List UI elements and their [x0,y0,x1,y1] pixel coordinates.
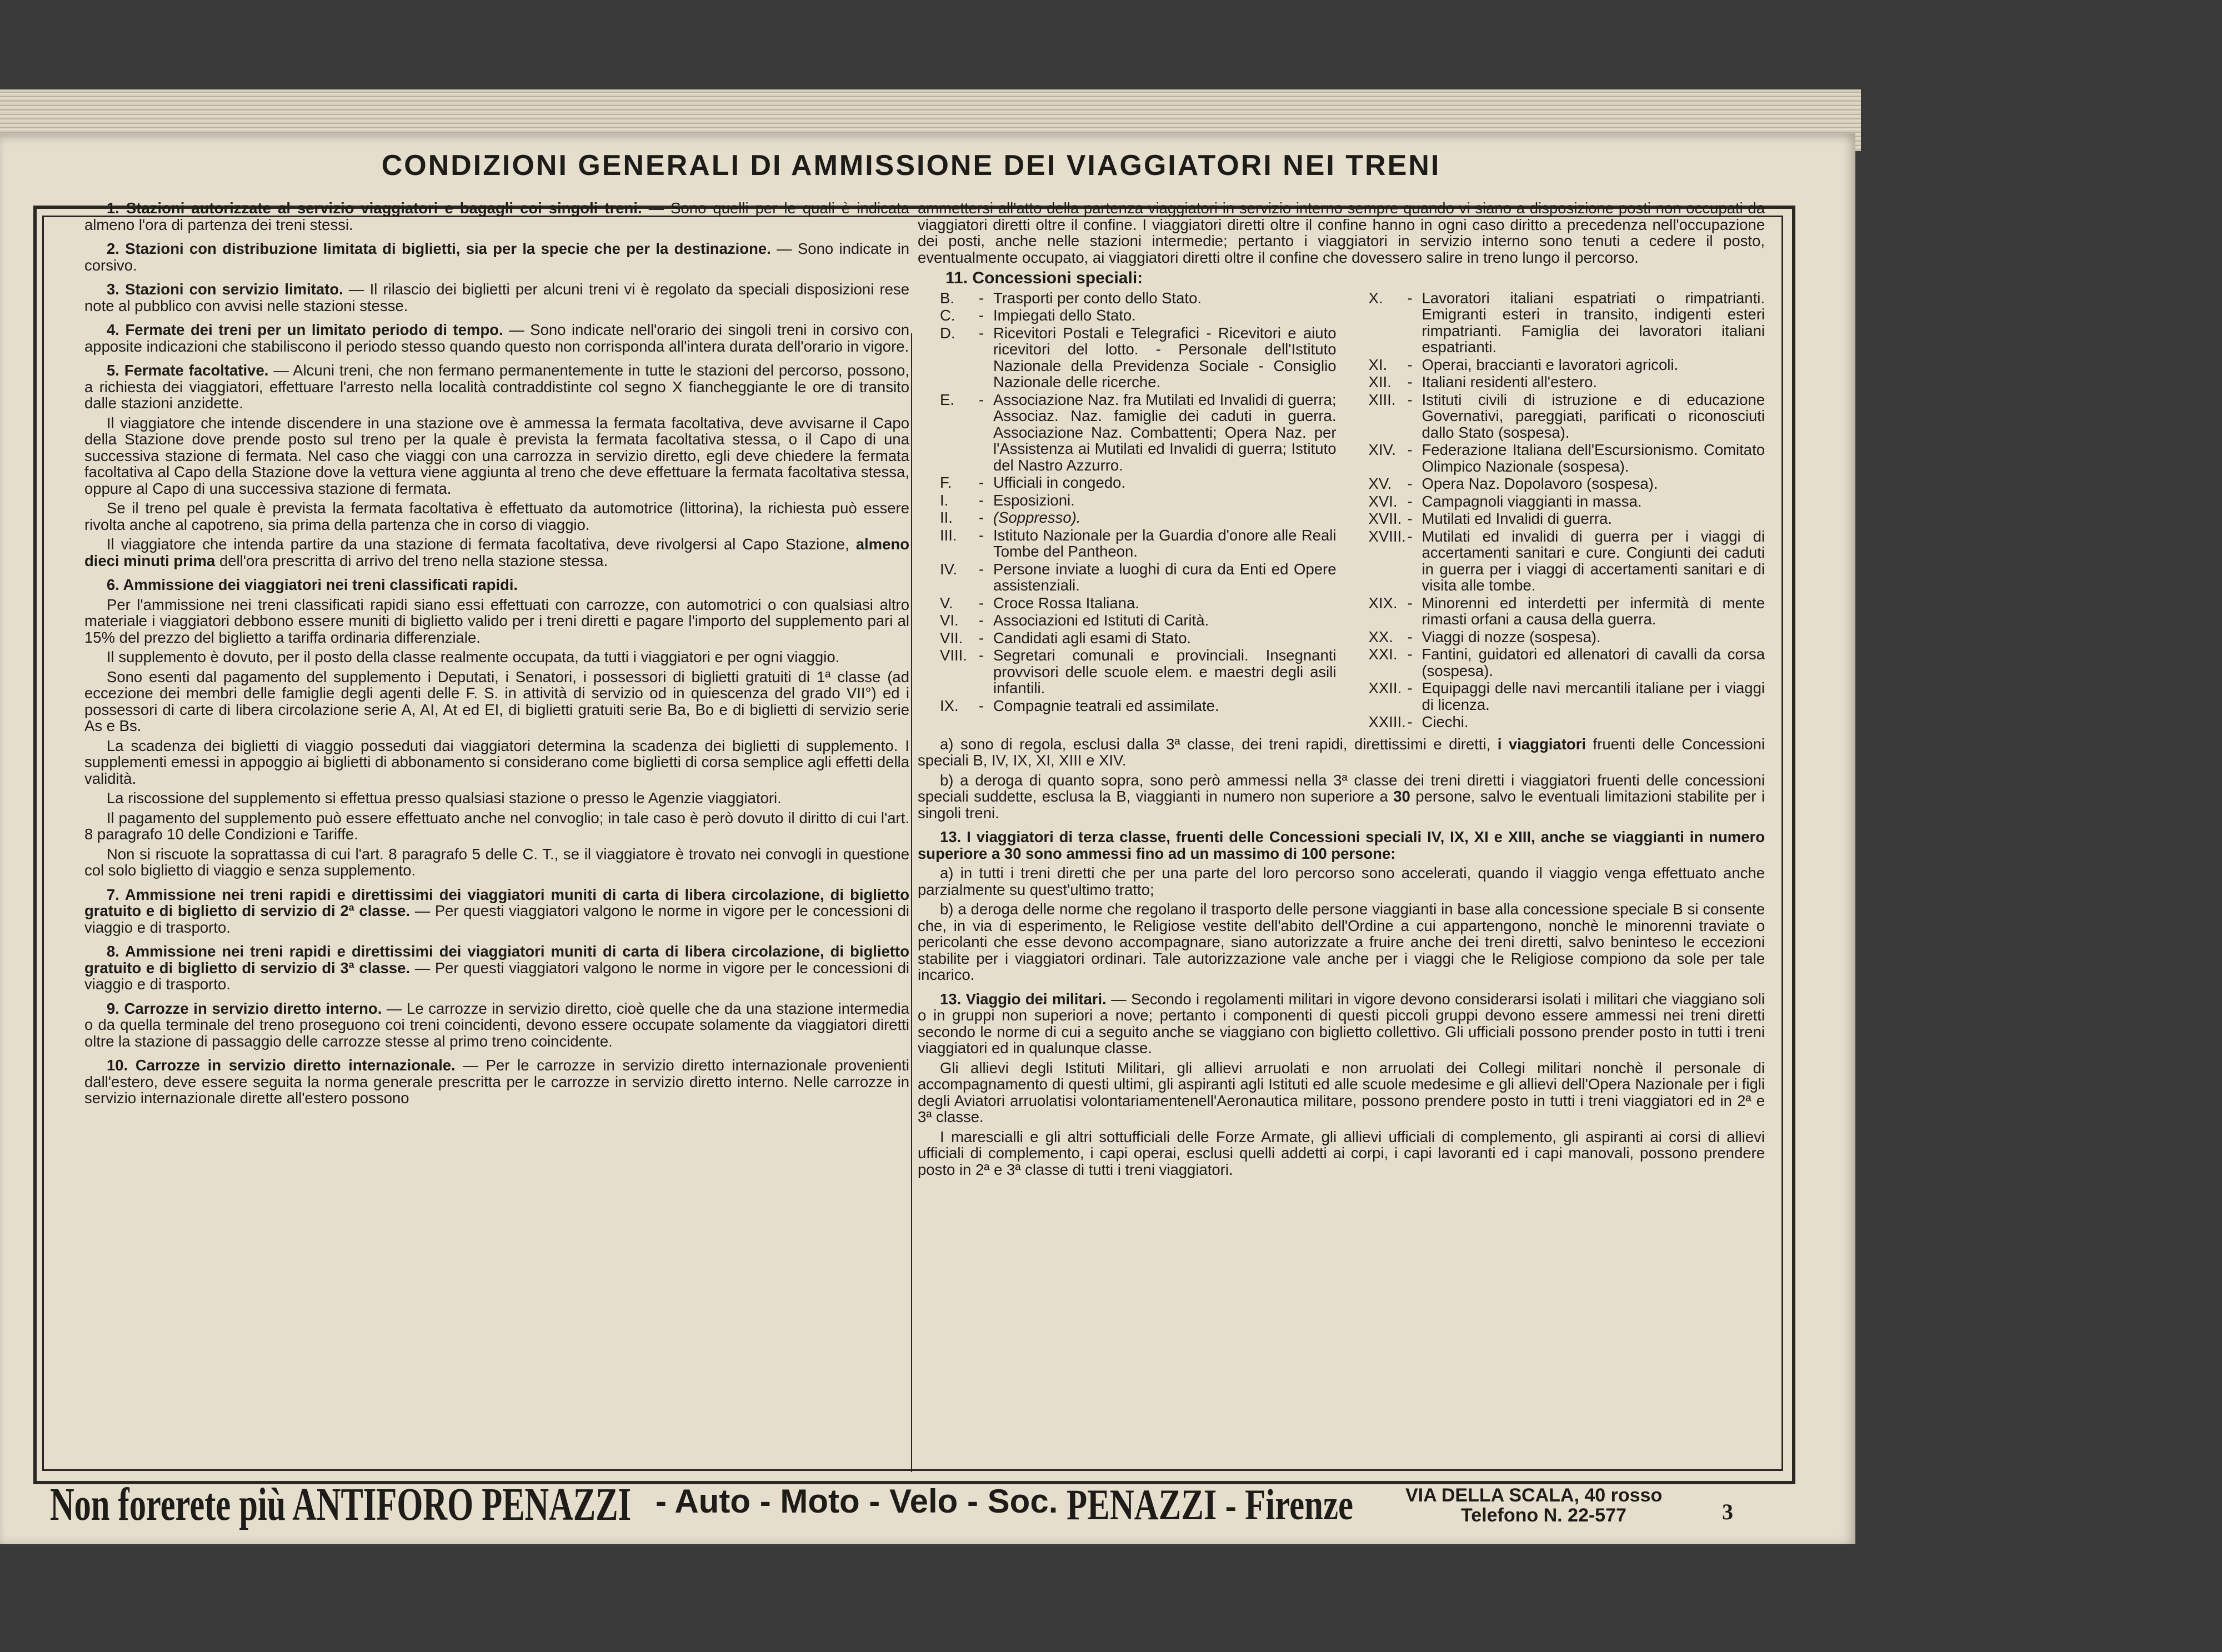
text-run: persone, salvo le eventuali limitazioni stabilite per i singoli treni. [918,788,1765,822]
concession-item: C. - Impiegati dello Stato. [918,307,1337,324]
concession-item: XXIII. - Ciechi. [1347,714,1765,730]
concession-text: Trasporti per conto dello Stato. [993,289,1202,307]
section-8 [84,943,909,993]
concession-code: XXII. [1368,679,1402,697]
concessions-heading: 11. Concessioni speciali: [945,269,1143,287]
section-5-paragraph: Se il treno pel quale è prevista la fermata facoltativa è effettuato da automotrice (littorina), la richiesta può essere rivolta anche al capotreno, sia prima della partenza che in corso di viaggio. [84,499,909,533]
concession-code: III. [940,526,957,544]
concession-code: XXIII. [1368,713,1406,730]
concession-text: Italiani residenti all'estero. [1422,373,1598,391]
section-6-paragraph: La riscossione del supplemento si effettua presso qualsiasi stazione o presso le Agenzie viaggiatori. [107,789,782,807]
ad-vehicles: - Auto - Moto - Velo - Soc. [655,1483,1058,1520]
concession-item: I. - Esposizioni. [918,492,1337,509]
text-run-bold: 30 [1393,788,1410,805]
concession-code: VII. [940,629,963,647]
text-run: dell'ora prescritta di arrivo del treno nella stazione stessa. [215,552,608,569]
concession-text: Operai, braccianti e lavoratori agricoli. [1422,356,1679,373]
concession-text: Segretari comunali e provinciali. Insegnanti provvisori delle scuole elem. e maestri degli asili infantili. [993,647,1337,697]
concession-text: Minorenni ed interdetti per infermità di mente rimasti orfani a causa della guerra. [1422,594,1765,628]
concession-item: F. - Ufficiali in congedo. [918,474,1337,491]
section-6-paragraph: Per l'ammissione nei treni classificati rapidi siano essi effettuati con carrozze, con automotrici o con qualsiasi altro materiale i viaggiatori debbono essere muniti di biglietto valido per i treni diretti e pagare l'importo del supplemento pari al 15% del prezzo del biglietto a tariffa ordinaria differenziale. [84,595,909,646]
concession-code: XIII. [1368,391,1396,408]
section-heading: 5. Fermate facoltative. [107,362,269,379]
concession-text: Opera Naz. Dopolavoro (sospesa). [1422,475,1658,492]
section-text: — Per questi viaggiatori valgono le norme in vigore per le concessioni di viaggio e di trasporto. [84,959,909,993]
concession-text: (Soppresso). [993,509,1081,526]
concession-code: XVIII. [1368,527,1406,545]
concession-code: XIV. [1368,441,1396,458]
section-1 [84,200,909,233]
concession-code: B. [940,289,954,307]
section-13-military [918,991,1765,1057]
section-text: — Secondo i regolamenti militari in vigore devono considerarsi isolati i militari che viaggiano soli o in gruppi non superiori a nove; pertanto i componenti di questi piccoli gruppi devono essere ammessi nei treni diretti secondo le norme di cui a seguito anche se viaggiano con biglietto collettivo. Gli ufficiali possono prender posto in tutti i treni viaggiatori ed in qualunque classe. [918,990,1765,1057]
concession-item: IX. - Compagnie teatrali ed assimilate. [918,698,1337,714]
text-run-bold: almeno dieci minuti prima [84,535,909,569]
section-13-military-paragraph: Gli allievi degli Istituti Militari, gli allievi arruolati e non arruolati dei Collegi militari nonchè il personale di accompagnamento di questi ultimi, gli aspiranti agli Istituti ed alle scuole medesime e gli allievi dell'Opera Nazionale per i figli degli Aviatori arruolatisi volontariamentenell'Aeronautica militare, possono prendere posto in tutti i treni viaggiatori ed in 2ª e 3ª classe. [918,1059,1765,1125]
concession-text: Esposizioni. [993,491,1075,509]
section-13-item-b: b) a deroga delle norme che regolano il trasporto delle persone viaggianti in base alla concessione speciale B si consente che, in via di esperimento, le Religiose vestite dell'abito dell'Ordine a cui appartengono, nonchè le minorenni traviate o pericolanti che esse devono accompagnare, siano autorizzate a fruire anche dei treni diretti, salvo beninteso le eccezioni stabilite per i viaggiatori ordinari. Tale autorizzazione vale anche per i viaggi che le Religiose compiono da sole per tale incarico. [918,900,1765,983]
concession-code: I. [940,491,949,509]
section-heading: 3. Stazioni con servizio limitato. [107,281,343,298]
concession-item: IV. - Persone inviate a luoghi di cura da Enti ed Opere assistenziali. [918,561,1337,594]
section-heading: 6. Ammissione dei viaggiatori nei treni classificati rapidi. [107,576,518,593]
concession-code: XV. [1368,475,1392,492]
concession-item: XVI. - Campagnoli viaggianti in massa. [1347,493,1765,510]
text-run: fruenti delle Concessioni speciali B, IV, IX, XI, XIII e XIV. [918,735,1765,769]
concession-text: Ricevitori Postali e Telegrafici - Ricevitori e aiuto ricevitori del lotto. - Personale dell'Istituto Nazionale della Previdenza Sociale - Consiglio Nazionale delle ricerche. [993,324,1337,391]
concession-item: XXI. - Fantini, guidatori ed allenatori di cavalli da corsa (sospesa). [1347,646,1765,679]
concession-item: B. - Trasporti per conto dello Stato. [918,290,1337,307]
concession-text: Compagnie teatrali ed assimilate. [993,697,1219,714]
footer-advertisement [50,1478,1794,1539]
section-7 [84,887,909,936]
concession-code: E. [940,391,954,408]
concession-text: Fantini, guidatori ed allenatori di cavalli da corsa (sospesa). [1422,645,1765,679]
ad-phone: Telefono N. 22-577 [1461,1505,1627,1526]
concession-code: VI. [940,612,959,629]
concession-code: II. [940,509,953,526]
concession-text: Associazione Naz. fra Mutilati ed Invalidi di guerra; Associaz. Naz. famiglie dei caduti in guerra. Associazione Naz. Combattenti; Opera Naz. per l'Assistenza ai Mutilati ed Invalidi di guerra; Istituto del Nastro Azzurro. [993,391,1337,474]
right-column [918,200,1765,1181]
concession-item: XX. - Viaggi di nozze (sospesa). [1347,629,1765,645]
section-heading: 10. Carrozze in servizio diretto internazionale. [107,1057,456,1074]
note-a [918,736,1765,769]
concession-code: C. [940,307,955,324]
concession-item: VIII. - Segretari comunali e provinciali. Insegnanti provvisori delle scuole elem. e maestri degli asili infantili. [918,647,1337,697]
section-4 [84,322,909,354]
page-number: 3 [1722,1499,1733,1524]
section-6-paragraph: Non si riscuote la soprattassa di cui l'art. 8 paragrafo 5 delle C. T., se il viaggiatore è trovato nei convogli in questione col solo biglietto di viaggio e senza supplemento. [84,845,909,879]
ad-address: VIA DELLA SCALA, 40 rosso [1405,1485,1663,1506]
text-run: a) sono di regola, esclusi dalla 3ª classe, dei treni rapidi, direttissimi e diretti, [940,735,1498,753]
section-13-military-paragraph: I marescialli e gli altri sottufficiali delle Forze Armate, gli allievi ufficiali di complemento, gli aspiranti ai corsi di allievi ufficiali di complemento, i capi operai, esclusi quelli addetti ai corpi, i capi lavoranti ed i capi manovali, possono prendere posto in 2ª e 3ª classe di tutti i treni viaggiatori. [918,1128,1765,1178]
concession-text: Equipaggi delle navi mercantili italiane per i viaggi di licenza. [1422,679,1765,713]
concession-text: Persone inviate a luoghi di cura da Enti ed Opere assistenziali. [993,560,1337,594]
concession-code: V. [940,594,953,612]
section-5 [84,362,909,412]
concession-item: VI. - Associazioni ed Istituti di Carità. [918,612,1337,629]
section-text: — Sono quelli per le quali è indicata almeno l'ora di partenza dei treni stessi. [84,199,909,233]
concession-item: II. - (Soppresso). [918,509,1337,526]
concession-text: Associazioni ed Istituti di Carità. [993,612,1209,629]
left-column [84,200,909,1114]
section-3 [84,281,909,314]
concession-item: V. - Croce Rossa Italiana. [918,595,1337,612]
section-text: — Le carrozze in servizio diretto, cioè quelle che da una stazione intermedia o da quella terminale del treno proseguono coi treni coincidenti, devono essere occupate solamente da viaggiatori diretti oltre la stazione di passaggio delle carrozze stesse al primo treno coincidente. [84,999,910,1050]
text-run: Il viaggiatore che intenda partire da una stazione di fermata facoltativa, deve rivolgersi al Capo Stazione, [107,535,856,553]
concession-code: IX. [940,697,959,714]
section-text: — Alcuni treni, che non fermano permanentemente in tutte le stazioni del percorso, possono, a richiesta dei viaggiatori, effettuare l'arresto nella località contraddistinte col segno X fiancheggiante le ore di transito dalle stazioni anzidette. [84,362,909,412]
ad-address-block [1405,1485,1662,1525]
section-heading: 2. Stazioni con distribuzione limitata di biglietti, sia per la specie che per la destinazione. [107,240,771,257]
concession-code: XX. [1368,628,1393,645]
section-text: — Per questi viaggiatori valgono le norme in vigore per le concessioni di viaggio e di trasporto. [84,902,909,936]
concession-text: Ciechi. [1422,713,1469,730]
concession-item: XVIII. - Mutilati ed invalidi di guerra per i viaggi di accertamenti sanitari e cure. Congiunti dei caduti in guerra per i viaggi di accertamenti sanitari e di visita alle tombe. [1347,528,1765,594]
section-6 [84,577,909,593]
concession-code: X. [1368,289,1383,307]
concession-text: Ufficiali in congedo. [993,474,1125,491]
section-6-paragraph: La scadenza dei biglietti di viaggio posseduti dai viaggiatori determina la scadenza dei biglietti di supplemento. I supplementi emessi in appoggio ai biglietti di abbonamento si considerano come biglietti di corsa semplice agli effetti della validità. [84,737,909,787]
section-heading: 4. Fermate dei treni per un limitato periodo di tempo. [107,321,503,338]
concession-code: XIX. [1368,594,1398,612]
text-run-bold: i viaggiatori [1497,735,1586,753]
section-9 [84,1000,909,1050]
concession-item: XIV. - Federazione Italiana dell'Escursionismo. Comitato Olimpico Nazionale (sospesa). [1347,442,1765,474]
section-heading: 1. Stazioni autorizzate al servizio viaggiatori e bagagli coi singoli treni. [107,199,642,217]
section-text: — Sono indicate in corsivo. [84,240,909,274]
section-2 [84,241,909,273]
section-6-paragraph: Sono esenti dal pagamento del supplemento i Deputati, i Senatori, i possessori di biglietti gratuiti di 1ª classe (ad eccezione dei membri delle famiglie degli agenti delle F. S. in attività di servizio od in quiescenza del grado VII°) ed i possessori di carte di libera circolazione serie A, AI, At ed EI, di biglietti gratuiti serie Ba, Bo e di biglietti di servizio serie As e Bs. [84,668,909,734]
concession-code: VIII. [940,647,967,664]
section-10 [84,1057,909,1107]
section-5-paragraph [84,536,909,569]
concession-text: Croce Rossa Italiana. [993,594,1139,612]
concession-item: XIX. - Minorenni ed interdetti per infermità di mente rimasti orfani a causa della guerra. [1347,595,1765,628]
concession-code: XII. [1368,373,1392,391]
note-b [918,772,1765,822]
concession-text: Impiegati dello Stato. [993,307,1136,324]
concessions-list-right [1347,290,1765,732]
concession-code: XVII. [1368,510,1402,527]
page-title: CONDIZIONI GENERALI DI AMMISSIONE DEI VIAGGIATORI NEI TRENI [381,149,1441,182]
concession-item: VII. - Candidati agli esami di Stato. [918,630,1337,647]
concession-text: Mutilati ed invalidi di guerra per i viaggi di accertamenti sanitari e cure. Congiunti dei caduti in guerra per i viaggi di accertamenti sanitari e di visita alle tombe. [1422,527,1765,594]
section-text: — Sono indicate nell'orario dei singoli treni in corsivo con apposite indicazioni che stabiliscono il periodo stesso quando questo non corrisponda all'intera durata dell'orario in vigore. [84,321,909,355]
column-divider [911,333,912,1472]
concession-item: E. - Associazione Naz. fra Mutilati ed Invalidi di guerra; Associaz. Naz. famiglie dei caduti in guerra. Associazione Naz. Combattenti; Opera Naz. per l'Assistenza ai Mutilati ed Invalidi di guerra; Istituto del Nastro Azzurro. [918,392,1337,474]
concession-code: D. [940,324,955,342]
concession-code: F. [940,474,952,491]
section-13-third-class-heading: 13. I viaggiatori di terza classe, fruenti delle Concessioni speciali IV, IX, XI e XIII, anche se viaggianti in numero superiore a 30 sono ammessi fino ad un massimo di 100 persone: [918,828,1765,862]
section-6-paragraph: Il pagamento del supplemento può essere effettuato anche nel convoglio; in tale caso è però dovuto il diritto di cui l'art. 8 paragrafo 10 delle Condizioni e Tariffe. [84,809,909,843]
concession-text: Mutilati ed Invalidi di guerra. [1422,510,1612,527]
concession-code: XVI. [1368,492,1398,510]
concession-item: XVII. - Mutilati ed Invalidi di guerra. [1347,510,1765,527]
concession-code: XI. [1368,356,1388,373]
concession-item: D. - Ricevitori Postali e Telegrafici - Ricevitori e aiuto ricevitori del lotto. - Personale dell'Istituto Nazionale della Previdenza Sociale - Consiglio Nazionale delle ricerche. [918,325,1337,391]
section-text: — Il rilascio dei biglietti per alcuni treni vi è regolato da speciali disposizioni rese note al pubblico con avvisi nelle stazioni stesse. [84,281,909,314]
concession-item: XII. - Italiani residenti all'estero. [1347,374,1765,391]
section-13-item-a: a) in tutti i treni diretti che per una parte del loro percorso sono accelerati, quando il viaggio venga effettuato anche parzialmente su quest'ultimo tratto; [918,864,1765,898]
concession-text: Candidati agli esami di Stato. [993,629,1192,647]
concessions-list [918,290,1765,732]
concession-code: XXI. [1368,645,1398,663]
concession-item: X. - Lavoratori italiani espatriati o rimpatrianti. Emigranti esteri in transito, indigenti esteri rimpatrianti. Famiglia dei lavoratori italiani espatrianti. [1347,290,1765,356]
concession-text: Istituti civili di istruzione e di educazione Governativi, pareggiati, parificati o riconosciuti dallo Stato (sospesa). [1422,391,1765,441]
section-heading: 13. Viaggio dei militari. [940,990,1107,1008]
section-heading: 9. Carrozze in servizio diretto interno. [107,999,382,1017]
ad-slogan: Non forerete più ANTIFORO PENAZZI [50,1479,632,1530]
section-5-paragraph: Il viaggiatore che intende discendere in una stazione ove è ammessa la fermata facoltativa, deve avvisarne il Capo della Stazione dove prende posto sul treno per la quale è prevista la fermata facoltativa stessa, o il Capo di una successiva stazione di fermata. Nel caso che viaggi con una carrozza in servizio diretto, egli deve chiedere la fermata facoltativa al Capo della Stazione dove la vettura viene aggiunta al treno che deve effettuare la fermata facoltativa stessa, oppure al Capo di una successiva stazione di fermata. [84,414,909,497]
section-heading: 8. Ammissione nei treni rapidi e direttissimi dei viaggiatori muniti di carta di libera circolazione, di biglietto gratuito e di biglietto di servizio di 3ª classe. [84,943,909,977]
concession-item: XI. - Operai, braccianti e lavoratori agricoli. [1347,357,1765,373]
text-run: b) a deroga di quanto sopra, sono però ammessi nella 3ª classe dei treni diretti i viaggiatori fruenti delle concessioni speciali suddette, esclusa la B, viaggianti in numero non superiore a [918,771,1765,805]
section-text: — Per le carrozze in servizio diretto internazionale provenienti dall'estero, deve essere seguita la norma generale prescritta per le carrozze in servizio diretto interno. Nelle carrozze in servizio internazionale dirette all'estero possono [84,1057,909,1107]
concession-code: IV. [940,560,958,578]
ad-company: PENAZZI - Firenze [1067,1480,1353,1529]
concession-text: Lavoratori italiani espatriati o rimpatrianti. Emigranti esteri in transito, indigenti esteri rimpatrianti. Famiglia dei lavoratori italiani espatrianti. [1422,289,1765,356]
concession-item: XIII. - Istituti civili di istruzione e di educazione Governativi, pareggiati, parificati o riconosciuti dallo Stato (sospesa). [1347,392,1765,441]
concessions-list-left [918,290,1337,732]
concession-item: XXII. - Equipaggi delle navi mercantili italiane per i viaggi di licenza. [1347,680,1765,713]
section-6-paragraph: Il supplemento è dovuto, per il posto della classe realmente occupata, da tutti i viaggiatori e per ogni viaggio. [107,648,840,665]
concession-text: Viaggi di nozze (sospesa). [1422,628,1601,645]
concession-text: Federazione Italiana dell'Escursionismo. Comitato Olimpico Nazionale (sospesa). [1422,441,1765,475]
section-heading: 7. Ammissione nei treni rapidi e direttissimi dei viaggiatori muniti di carta di libera circolazione, di biglietto gratuito e di biglietto di servizio di 2ª classe. [84,885,909,919]
section-10-continued: ammettersi all'atto della partenza viaggiatori in servizio interno sempre quando vi siano a disposizione posti non occupati da viaggiatori diretti oltre il confine. I viaggiatori diretti oltre il confine hanno in ogni caso diritto a precedenza nell'occupazione dei posti, anche nelle stazioni intermedie; pertanto i viaggiatori in servizio interno sono tenuti a cedere il posto, eventualmente occupato, ai viaggiatori diretti oltre il confine che dovessero salire in treno lungo il percorso. [918,199,1765,266]
concession-text: Istituto Nazionale per la Guardia d'onore alle Reali Tombe del Pantheon. [993,526,1337,560]
concession-item: XV. - Opera Naz. Dopolavoro (sospesa). [1347,475,1765,492]
concession-item: III. - Istituto Nazionale per la Guardia d'onore alle Reali Tombe del Pantheon. [918,527,1337,560]
concession-text: Campagnoli viaggianti in massa. [1422,492,1642,510]
